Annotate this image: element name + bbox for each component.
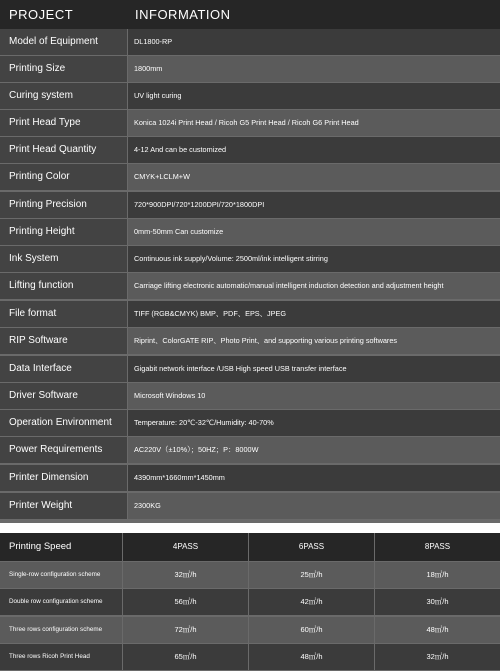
row-value: DL1800-RP	[128, 29, 500, 55]
speed-4pass: 32㎡/h	[123, 562, 248, 588]
row-label: Printing Precision	[0, 192, 127, 218]
table-row	[0, 29, 500, 55]
table-row	[0, 328, 500, 354]
row-value: Continuous ink supply/Volume: 2500ml/ink intelligent stirring	[128, 246, 500, 272]
header-information: INFORMATION	[135, 7, 231, 22]
table-row	[0, 644, 500, 670]
row-label: Printer Weight	[0, 493, 127, 519]
row-value: Konica 1024i Print Head / Ricoh G5 Print Head / Ricoh G6 Print Head	[128, 110, 500, 136]
table-row	[0, 465, 500, 491]
row-label: Model of Equipment	[0, 29, 127, 55]
row-value: UV light curing	[128, 83, 500, 109]
config-label: Single-row configuration scheme	[0, 562, 122, 588]
table-row	[0, 589, 500, 615]
table-row	[0, 137, 500, 163]
table-row	[0, 219, 500, 245]
speed-6pass: 48㎡/h	[249, 644, 374, 670]
row-label: Printing Color	[0, 164, 127, 190]
row-label: RIP Software	[0, 328, 127, 354]
table-row	[0, 562, 500, 588]
row-label: Lifting function	[0, 273, 127, 299]
row-label: Printer Dimension	[0, 465, 127, 491]
table-row	[0, 110, 500, 136]
speed-6pass: 60㎡/h	[249, 617, 374, 643]
row-value: CMYK+LCLM+W	[128, 164, 500, 190]
row-value: 4-12 And can be customized	[128, 137, 500, 163]
speed-8pass: 18㎡/h	[375, 562, 500, 588]
table-row	[0, 410, 500, 436]
row-value: Riprint、ColorGATE RIP、Photo Print、and supporting various printing softwares	[128, 328, 500, 354]
row-value: Temperature: 20℃-32℃/Humidity: 40-70%	[128, 410, 500, 436]
config-label: Double row configuration scheme	[0, 589, 122, 615]
row-label: Driver Software	[0, 383, 127, 409]
table-row	[0, 83, 500, 109]
table-row	[0, 383, 500, 409]
header-printing-speed: Printing Speed	[0, 533, 122, 561]
speed-4pass: 56㎡/h	[123, 589, 248, 615]
speed-8pass: 30㎡/h	[375, 589, 500, 615]
header-6pass: 6PASS	[249, 533, 374, 561]
header-project: PROJECT	[9, 7, 74, 22]
row-value: 0mm-50mm Can customize	[128, 219, 500, 245]
speed-4pass: 65㎡/h	[123, 644, 248, 670]
header-4pass: 4PASS	[123, 533, 248, 561]
speed-8pass: 32㎡/h	[375, 644, 500, 670]
row-label: File format	[0, 301, 127, 327]
speed-table	[0, 533, 500, 671]
row-label: Print Head Type	[0, 110, 127, 136]
table-row	[0, 273, 500, 299]
table-row	[0, 437, 500, 463]
row-value: Microsoft Windows 10	[128, 383, 500, 409]
table-row	[0, 356, 500, 382]
row-label: Operation Environment	[0, 410, 127, 436]
row-value: Gigabit network interface /USB High speed USB transfer interface	[128, 356, 500, 382]
speed-table-header	[0, 533, 500, 561]
spec-table-header	[0, 0, 500, 29]
row-label: Power Requirements	[0, 437, 127, 463]
table-row	[0, 246, 500, 272]
header-8pass: 8PASS	[375, 533, 500, 561]
config-label: Three rows configuration scheme	[0, 617, 122, 643]
row-value: Carriage lifting electronic automatic/manual intelligent induction detection and adjustment height	[128, 273, 500, 299]
table-row	[0, 617, 500, 643]
row-value: 4390mm*1660mm*1450mm	[128, 465, 500, 491]
table-row	[0, 192, 500, 218]
row-label: Ink System	[0, 246, 127, 272]
table-row	[0, 56, 500, 82]
row-label: Print Head Quantity	[0, 137, 127, 163]
table-row	[0, 301, 500, 327]
speed-6pass: 25㎡/h	[249, 562, 374, 588]
speed-4pass: 72㎡/h	[123, 617, 248, 643]
speed-6pass: 42㎡/h	[249, 589, 374, 615]
row-value: TIFF (RGB&CMYK) BMP、PDF、EPS、JPEG	[128, 301, 500, 327]
row-value: 720*900DPI/720*1200DPI/720*1800DPI	[128, 192, 500, 218]
table-row	[0, 164, 500, 190]
row-label: Printing Size	[0, 56, 127, 82]
row-value: 2300KG	[128, 493, 500, 519]
row-label: Curing system	[0, 83, 127, 109]
row-label: Printing Height	[0, 219, 127, 245]
config-label: Three rows Ricoh Print Head	[0, 644, 122, 670]
table-row	[0, 493, 500, 519]
row-label: Data Interface	[0, 356, 127, 382]
speed-8pass: 48㎡/h	[375, 617, 500, 643]
row-value: 1800mm	[128, 56, 500, 82]
row-value: AC220V（±10%）；50HZ；P：8000W	[128, 437, 500, 463]
